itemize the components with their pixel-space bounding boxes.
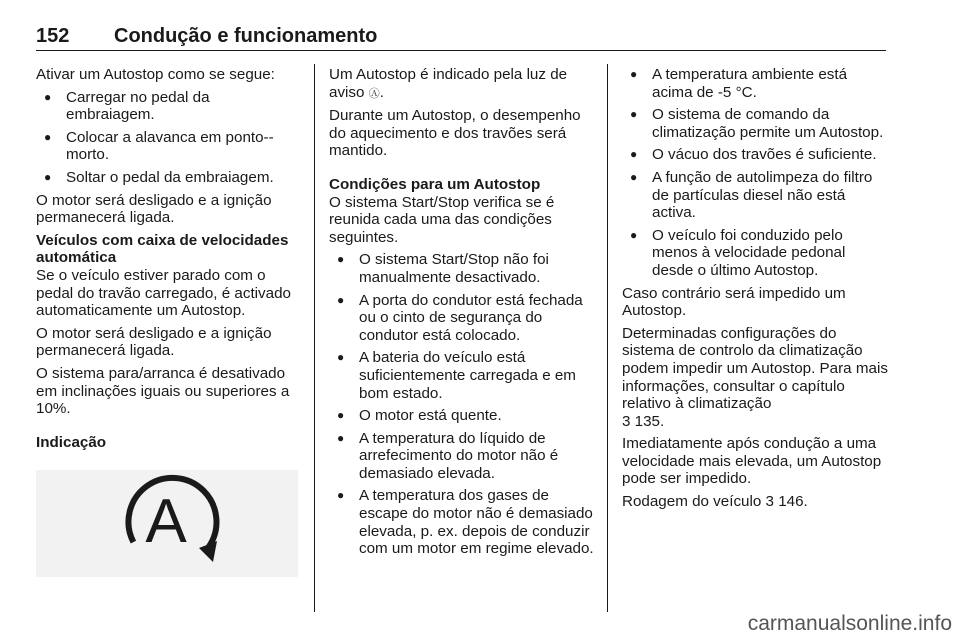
list-item: ● A porta do condutor está fechada ou o cinto de segurança do condutor está colocado.	[329, 292, 595, 345]
paragraph: Se o veículo estiver parado com o pedal do travão carregado, é activado automaticamente um Autostop.	[36, 266, 291, 320]
autostop-icon	[36, 470, 298, 577]
autostop-indicator-illustration	[36, 470, 298, 577]
list-item: ● A função de autolimpeza do filtro de partículas diesel não está activa.	[622, 169, 890, 222]
list-item: ● O sistema de comando da climatização permite um Autostop.	[622, 106, 890, 141]
list-item: ● A temperatura ambiente está acima de -5 °C.	[622, 66, 890, 101]
column-2	[329, 66, 595, 563]
watermark: carmanualsonline.info	[747, 612, 952, 635]
paragraph: Rodagem do veículo 3 146.	[622, 493, 808, 511]
list-item: ● A temperatura dos gases de escape do motor não é demasiado elevada, p. ex. depois de conduzir com um motor em regime elevado.	[329, 487, 595, 557]
page-reference-link[interactable]: 3 146.	[765, 493, 808, 511]
column-divider-2	[607, 64, 608, 612]
list-item: ● A bateria do veículo está suficientemente carregada e em bom estado.	[329, 349, 595, 402]
paragraph: O motor será desligado e a ignição permanecerá ligada.	[36, 324, 272, 360]
autostop-warning-icon: Ⓐ	[368, 86, 380, 100]
list-item: ● Soltar o pedal da embraiagem.	[36, 169, 302, 187]
paragraph: Determinadas configurações do sistema de controlo da climatização podem impedir um Autostop. Para mais informações, consultar o capítulo relativo à climatização 3 135.	[622, 324, 888, 430]
list-item: ● O sistema Start/Stop não foi manualmente desactivado.	[329, 251, 595, 286]
paragraph: Durante um Autostop, o desempenho do aquecimento e dos travões será mantido.	[329, 107, 581, 160]
list-item: ● O vácuo dos travões é suficiente.	[622, 146, 890, 164]
section-heading: Condições para um Autostop	[329, 175, 541, 193]
list-item: ● Colocar a alavanca em ponto--morto.	[36, 129, 302, 164]
page-header	[36, 22, 886, 51]
list-item: ● O veículo foi conduzido pelo menos à velocidade pedonal desde o último Autostop.	[622, 227, 890, 280]
paragraph: Caso contrário será impedido um Autostop.	[622, 284, 846, 320]
page-reference-link[interactable]: 3 135.	[622, 412, 665, 430]
column-1	[36, 66, 302, 451]
paragraph: O motor será desligado e a ignição permanecerá ligada.	[36, 191, 272, 227]
list-item: ● Carregar no pedal da embraiagem.	[36, 89, 302, 124]
list-item: ● A temperatura do líquido de arrefecimento do motor não é demasiado elevada.	[329, 430, 595, 483]
autostop-icon-letter: A	[145, 487, 187, 556]
paragraph: O sistema Start/Stop verifica se é reunida cada uma das condições seguintes.	[329, 193, 555, 246]
list-item: ● O motor está quente.	[329, 407, 595, 425]
intro-paragraph: Ativar um Autostop como se segue:	[36, 66, 275, 83]
page-title: Condução e funcionamento	[114, 25, 378, 47]
column-3	[622, 66, 890, 516]
section-heading: Veículos com caixa de velocidades automática	[36, 231, 289, 267]
paragraph: Um Autostop é indicado pela luz de aviso Ⓐ.	[329, 66, 568, 101]
column-divider-1	[314, 64, 315, 612]
paragraph: Imediatamente após condução a uma velocidade mais elevada, um Autostop pode ser impedido.	[622, 435, 882, 488]
paragraph: O sistema para/arranca é desativado em inclinações iguais ou superiores a 10%.	[36, 364, 290, 418]
page-number: 152	[36, 25, 70, 47]
section-heading: Indicação	[36, 433, 107, 451]
